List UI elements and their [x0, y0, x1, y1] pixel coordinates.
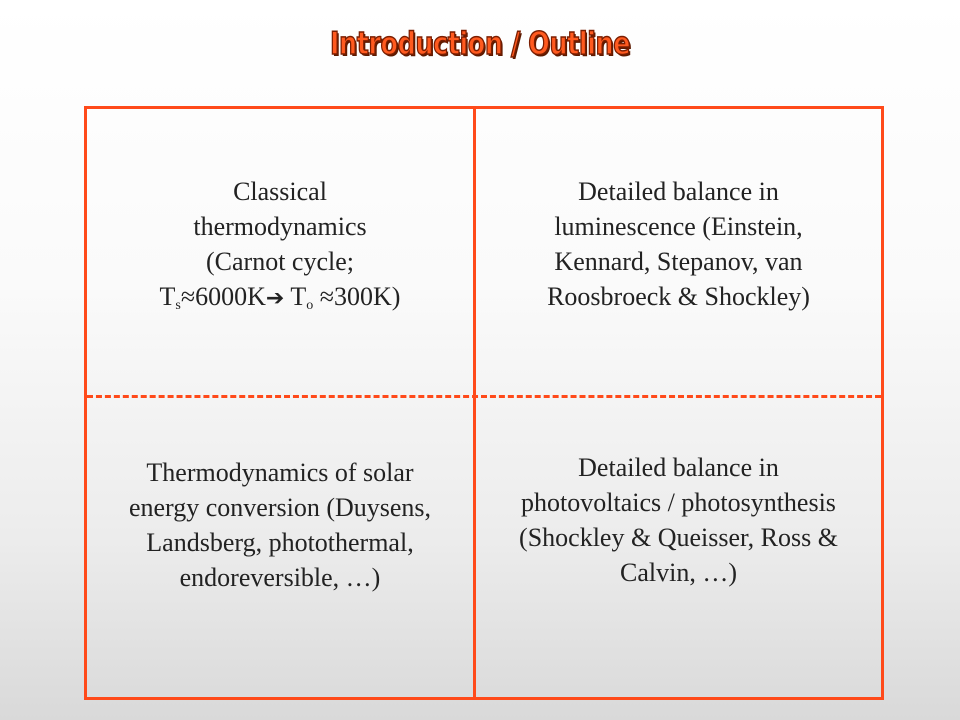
temp-symbol: T	[284, 282, 307, 311]
slide-title: Introduction / Outline	[329, 26, 631, 62]
cell-text-line: Roosbroeck & Shockley)	[547, 282, 810, 311]
outline-grid	[84, 106, 884, 700]
cell-text-line: Detailed balance in	[578, 453, 779, 482]
cell-text-line: luminescence (Einstein,	[554, 212, 803, 241]
cell-text-line: Classical	[233, 177, 327, 206]
cell-text-line: Landsberg, photothermal,	[146, 528, 414, 557]
cell-text-line: Calvin, …)	[620, 558, 737, 587]
cell-solar-energy-thermodynamics	[83, 455, 477, 595]
cell-text-line: Kennard, Stepanov, van	[554, 247, 803, 276]
cell-text-line: thermodynamics	[193, 212, 367, 241]
temp-value-earth: ≈300K)	[313, 282, 401, 311]
temperature-line	[87, 279, 473, 316]
cell-text-line: endoreversible, …)	[179, 563, 381, 592]
cell-text-line: energy conversion (Duysens,	[128, 493, 432, 522]
cell-text-line: photovoltaics / photosynthesis	[521, 488, 836, 517]
cell-detailed-balance-luminescence	[476, 174, 881, 314]
temp-subscript-o: o	[306, 298, 314, 313]
cell-text-line: (Carnot cycle;	[206, 247, 354, 276]
arrow-right-icon: ➔	[265, 286, 285, 311]
cell-classical-thermodynamics	[87, 174, 473, 316]
cell-text-line: Thermodynamics of solar	[146, 458, 414, 487]
temp-subscript-s: s	[175, 298, 181, 313]
cell-text-line: Detailed balance in	[578, 177, 779, 206]
temp-value-sun: ≈6000K	[180, 282, 266, 311]
cell-text-line: (Shockley & Queisser, Ross &	[519, 523, 838, 552]
temp-symbol: T	[159, 282, 176, 311]
horizontal-dashed-divider	[87, 395, 881, 398]
cell-detailed-balance-photovoltaics	[476, 450, 881, 590]
